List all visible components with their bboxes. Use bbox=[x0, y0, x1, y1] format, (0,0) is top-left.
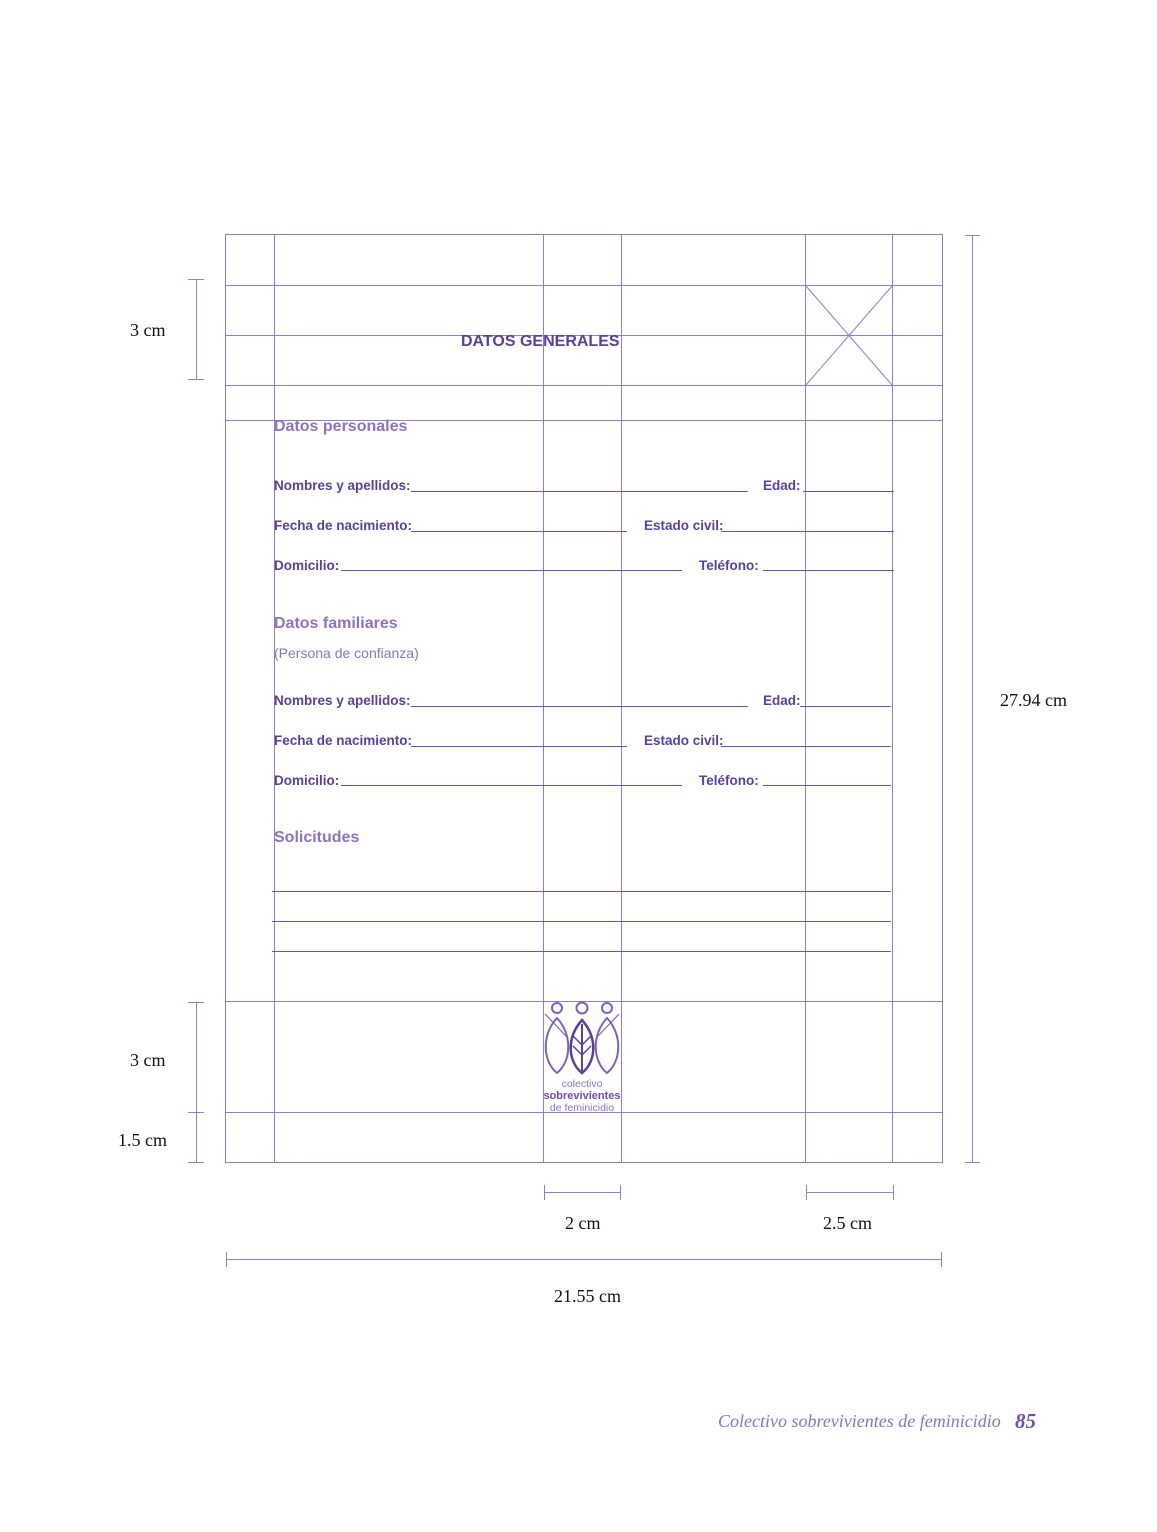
dimension-label-page-height: 27.94 cm bbox=[1000, 690, 1067, 710]
collective-logo-icon bbox=[545, 1003, 619, 1074]
label-family-address: Domicilio: bbox=[274, 773, 340, 788]
page-number: 85 bbox=[1015, 1409, 1036, 1433]
label-family-birth: Fecha de nacimiento: bbox=[274, 733, 413, 748]
dimension-label-photo-column: 2.5 cm bbox=[823, 1213, 872, 1233]
section-requests-heading: Solicitudes bbox=[274, 829, 360, 846]
label-family-phone: Teléfono: bbox=[699, 773, 759, 788]
label-personal-phone: Teléfono: bbox=[699, 558, 759, 573]
label-family-age: Edad: bbox=[763, 693, 801, 708]
section-family-subheading: (Persona de confianza) bbox=[274, 645, 419, 661]
dimension-label-bottom-margin: 3 cm bbox=[130, 1050, 166, 1070]
dimension-label-footer-margin: 1.5 cm bbox=[118, 1130, 167, 1150]
dimension-label-logo-column: 2 cm bbox=[565, 1213, 601, 1233]
label-personal-age: Edad: bbox=[763, 478, 801, 493]
section-personal-heading: Datos personales bbox=[274, 418, 408, 435]
logo-text-line1: colectivo bbox=[561, 1078, 603, 1090]
logo-text-line2: sobrevivientes bbox=[543, 1090, 621, 1102]
dimension-label-top-margin: 3 cm bbox=[130, 320, 166, 340]
form-title: DATOS GENERALES bbox=[461, 333, 620, 350]
section-family-heading: Datos familiares bbox=[274, 615, 398, 632]
dimension-label-page-width: 21.55 cm bbox=[554, 1286, 621, 1306]
label-family-name: Nombres y apellidos: bbox=[274, 693, 411, 708]
logo-text-line3: de feminicidio bbox=[549, 1102, 615, 1114]
label-family-civil: Estado civil: bbox=[644, 733, 724, 748]
label-personal-name: Nombres y apellidos: bbox=[274, 478, 411, 493]
label-personal-address: Domicilio: bbox=[274, 558, 340, 573]
label-personal-civil: Estado civil: bbox=[644, 518, 724, 533]
label-personal-birth: Fecha de nacimiento: bbox=[274, 518, 413, 533]
footer-title: Colectivo sobrevivientes de feminicidio bbox=[718, 1411, 1001, 1431]
